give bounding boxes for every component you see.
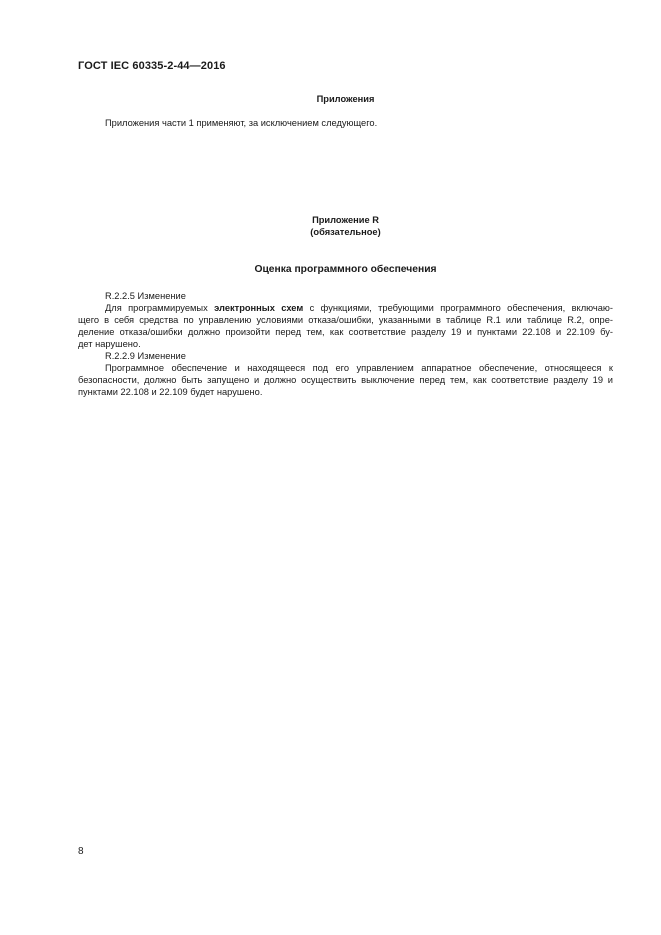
clause-text-line: Для программируемых электронных схем с функциями, требующими программного обеспечения, включаю- [105,303,614,314]
clause-r225 [78,290,613,350]
clause-number: R.2.2.9 Изменение [105,351,186,361]
appendices-intro: Приложения части 1 применяют, за исключением следующего. [105,118,378,128]
clause-r229 [78,350,613,398]
annex-title-block [78,214,613,238]
appendices-title: Приложения [316,94,375,104]
annex-title: Приложение R [312,215,379,225]
clause-text-line: деление отказа/ошибки должно произойти перед тем, как соответствие разделу 19 и пунктами 22.108 и 22.109 бу- [78,327,613,338]
clause-number: R.2.2.5 Изменение [105,291,186,301]
clause-text-line: пунктами 22.108 и 22.109 будет нарушено. [78,387,263,398]
page-number: 8 [78,846,84,857]
emphasis-electronic-circuits: электронных схем [214,303,304,314]
clause-text-line: безопасности, должно быть запущено и должно осуществить выключение перед тем, как соответствие разделу 19 и [78,375,613,386]
annex-status: (обязательное) [310,227,381,237]
document-code: ГОСТ IEC 60335-2-44—2016 [78,60,226,72]
clause-text-line: дет нарушено. [78,339,141,350]
clause-text-line: щего в себя средства по управлению условиями отказа/ошибки, указанными в таблице R.1 или таблице R.2, опре- [78,315,613,326]
clause-text-line: Программное обеспечение и находящееся под его управлением аппаратное обеспечение, относящееся к [105,363,613,374]
annex-heading: Оценка программного обеспечения [254,264,437,275]
